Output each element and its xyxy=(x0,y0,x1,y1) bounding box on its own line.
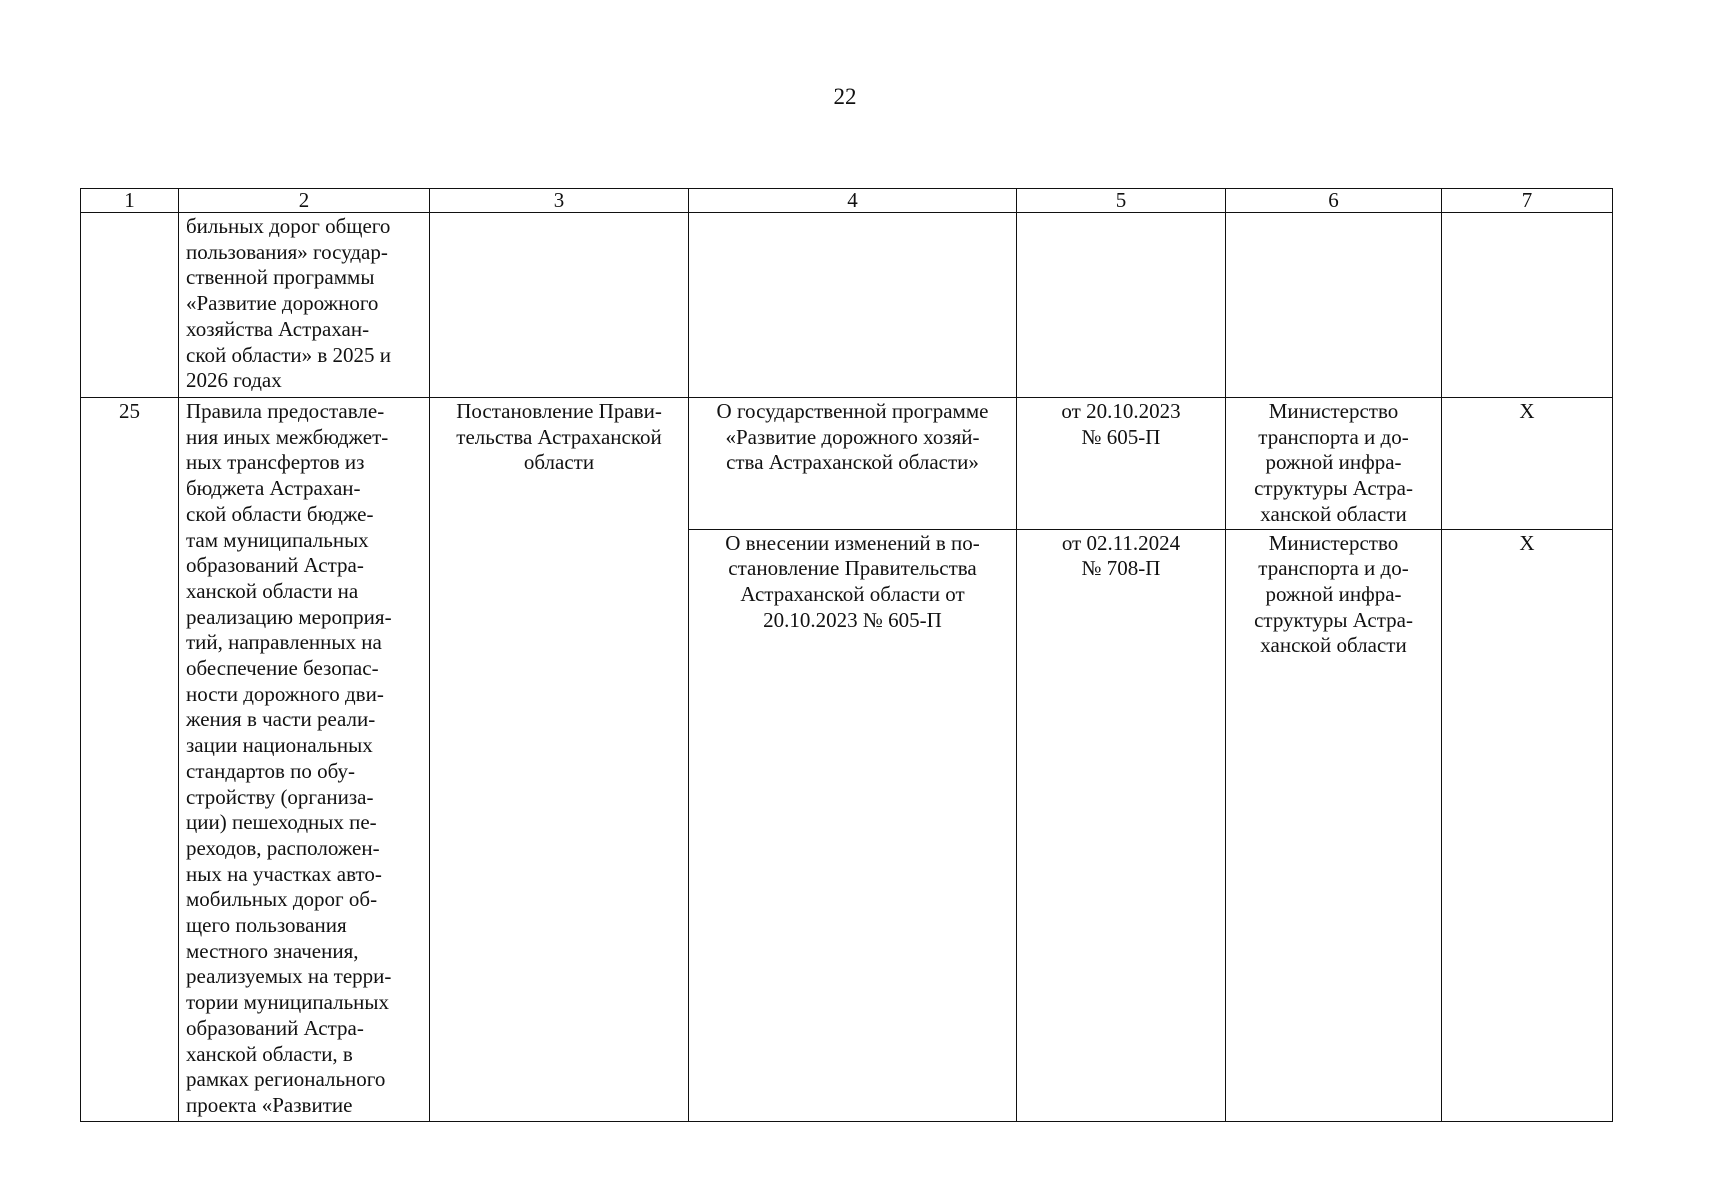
text-line: ской области» в 2025 и xyxy=(186,342,392,367)
text-line: Постановление Прави- xyxy=(456,399,662,423)
text-line: мобильных дорог об- xyxy=(186,887,378,912)
table-header-row xyxy=(81,189,1613,213)
responsible-body-cell xyxy=(1226,213,1442,398)
text-line: ства Астраханской области» xyxy=(726,450,979,475)
text-line: тории муниципальных xyxy=(186,990,390,1015)
row-number-cell xyxy=(81,213,179,398)
text-line: № 708-П xyxy=(1081,556,1161,581)
acts-table xyxy=(80,188,1613,1122)
text-line: структуры Астра- xyxy=(1254,476,1413,501)
text-line: Министерство xyxy=(1268,399,1399,423)
text-line: тий, направленных на xyxy=(186,630,382,655)
text-line: Правила предоставле- xyxy=(186,399,385,423)
text-line: О внесении изменений в по- xyxy=(725,530,980,555)
text-line: ния иных межбюджет- xyxy=(186,424,389,449)
text-line: пользования» государ- xyxy=(186,239,388,264)
text-line: бильных дорог общего xyxy=(186,214,391,238)
text-line: Астраханской области от xyxy=(740,581,965,606)
responsible-body-cell xyxy=(1226,529,1442,1121)
text-line: щего пользования xyxy=(186,913,347,938)
text-line: 20.10.2023 № 605-П xyxy=(763,607,942,632)
act-title-cell xyxy=(689,529,1017,1121)
text-line: обеспечение безопас- xyxy=(186,656,379,681)
text-line: зации национальных xyxy=(186,733,373,758)
text-line: Министерство xyxy=(1268,530,1399,555)
text-line: образований Астра- xyxy=(186,553,364,578)
act-type-cell xyxy=(430,213,689,398)
text-line: тельства Астраханской xyxy=(456,424,662,449)
header-cell: 7 xyxy=(1442,189,1613,213)
text-line: ственной программы xyxy=(186,265,375,290)
header-cell: 3 xyxy=(430,189,689,213)
text-line: ханской области xyxy=(1260,633,1407,658)
text-line: образований Астра- xyxy=(186,1015,364,1040)
header-cell: 1 xyxy=(81,189,179,213)
header-cell: 6 xyxy=(1226,189,1442,213)
text-line: ных трансфертов из xyxy=(186,450,365,475)
page-number: 22 xyxy=(833,84,857,109)
text-line: реализацию мероприя- xyxy=(186,604,392,629)
text-line: транспорта и до- xyxy=(1258,556,1409,581)
act-date-cell xyxy=(1017,529,1226,1121)
text-line: ханской области xyxy=(1260,501,1407,526)
act-type-cell xyxy=(430,398,689,1122)
text-line: рожной инфра- xyxy=(1265,450,1402,475)
act-date-cell xyxy=(1017,213,1226,398)
responsible-body-cell xyxy=(1226,398,1442,530)
text-line: О государственной программе xyxy=(716,399,989,423)
row-number-cell: 25 xyxy=(81,398,179,1122)
mark-cell: X xyxy=(1442,529,1613,1121)
act-description-cell xyxy=(179,213,430,398)
text-line: бюджета Астрахан- xyxy=(186,476,361,501)
text-line: там муниципальных xyxy=(186,527,369,552)
text-line: стандартов по обу- xyxy=(186,758,355,783)
act-description-cell xyxy=(179,398,430,1122)
header-cell: 4 xyxy=(689,189,1017,213)
text-line: местного значения, xyxy=(186,938,359,963)
text-line: транспорта и до- xyxy=(1258,424,1409,449)
text-line: становление Правительства xyxy=(728,556,977,581)
act-title-cell xyxy=(689,398,1017,530)
text-line: ской области бюдже- xyxy=(186,501,374,526)
text-line: проекта «Развитие xyxy=(186,1092,353,1117)
text-line: рожной инфра- xyxy=(1265,581,1402,606)
text-line: области xyxy=(523,450,595,475)
table-row xyxy=(81,398,1613,530)
table-row xyxy=(81,213,1613,398)
header-cell: 5 xyxy=(1017,189,1226,213)
text-line: от 20.10.2023 xyxy=(1061,399,1181,423)
act-date-cell xyxy=(1017,398,1226,530)
text-line: ных на участках авто- xyxy=(186,861,382,886)
text-line: стройству (организа- xyxy=(186,784,374,809)
text-line: рамках регионального xyxy=(186,1067,386,1092)
mark-cell: X xyxy=(1442,398,1613,530)
text-line: ности дорожного дви- xyxy=(186,681,384,706)
text-line: ханской области на xyxy=(186,578,359,603)
text-line: ханской области, в xyxy=(186,1041,353,1066)
text-line: хозяйства Астрахан- xyxy=(186,316,370,341)
text-line: от 02.11.2024 xyxy=(1061,530,1181,555)
text-line: реходов, расположен- xyxy=(186,835,380,860)
act-title-cell xyxy=(689,213,1017,398)
text-line: реализуемых на терри- xyxy=(186,964,392,989)
text-line: «Развитие дорожного xyxy=(186,291,379,316)
text-line: структуры Астра- xyxy=(1254,607,1413,632)
text-line: 2026 годах xyxy=(186,368,282,393)
text-line: № 605-П xyxy=(1081,424,1161,449)
text-line: жения в части реали- xyxy=(186,707,376,732)
mark-cell xyxy=(1442,213,1613,398)
text-line: ции) пешеходных пе- xyxy=(186,810,377,835)
text-line: «Развитие дорожного хозяй- xyxy=(725,424,980,449)
header-cell: 2 xyxy=(179,189,430,213)
